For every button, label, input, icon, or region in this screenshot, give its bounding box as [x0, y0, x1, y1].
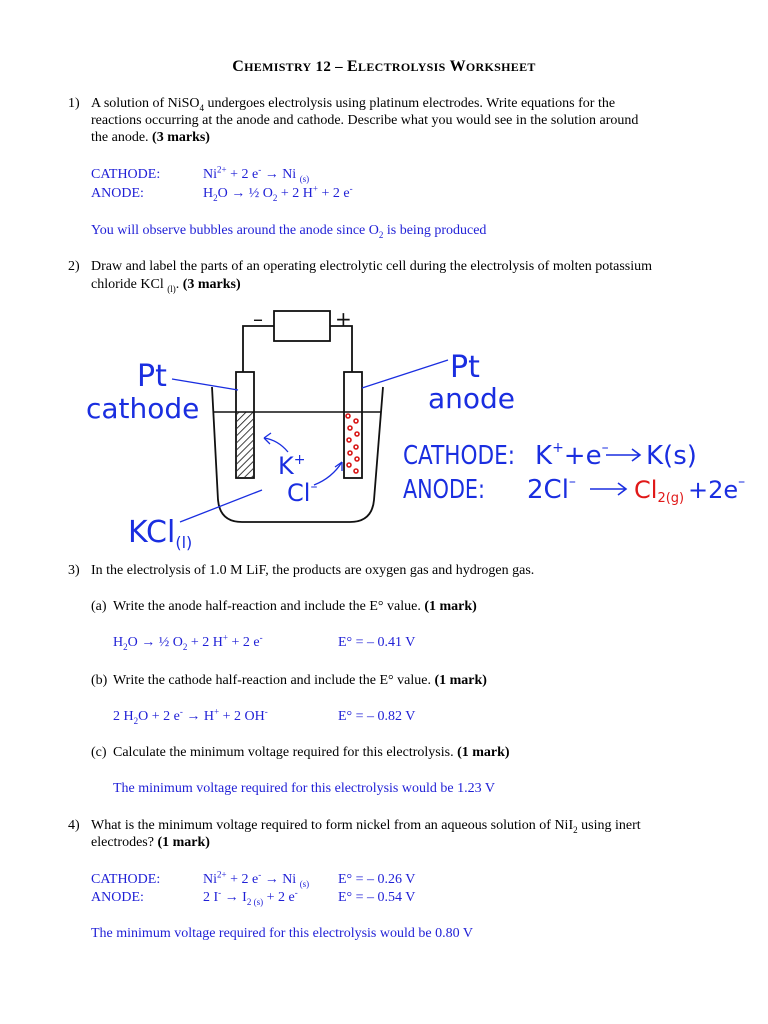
anode-equation: $H_2O$ → ½ $O_2 + 2$ H+ + 2 e-: [203, 183, 353, 203]
cathode-label: CATHODE:: [91, 167, 161, 182]
cathode-deposit: [237, 412, 253, 477]
question-text: reactions occurring at the anode and cathode. Describe what you would see in the solution around: [91, 113, 639, 128]
anode-reaction-electrons: +2e–: [688, 474, 746, 504]
anode-gas-bubbles: [346, 414, 359, 473]
power-supply: [274, 311, 330, 341]
anode-label-hand: anode: [428, 382, 516, 415]
question-number: 1): [68, 96, 80, 111]
anode-reaction-label: ANODE:: [403, 475, 485, 505]
worksheet-title: CHEMISTRY 12 – ELECTROLYSIS WORKSHEET: [232, 58, 536, 75]
anode-label: ANODE:: [91, 890, 144, 905]
anode-potential: E° = – 0.41 V: [338, 635, 416, 650]
cathode-potential: E° = – 0.26 V: [338, 872, 416, 887]
kcl-label: KCl$_{(l)}$: [128, 515, 193, 552]
question-number: 3): [68, 563, 80, 578]
cathode-reaction-rhs: K(s): [646, 441, 697, 471]
part-label: (a): [91, 599, 107, 614]
part-label: (b): [91, 673, 108, 688]
part-text: Write the cathode half-reaction and include the E° value. (1 mark): [113, 673, 487, 688]
electrolytic-cell-diagram: [0, 295, 768, 555]
minimum-voltage-answer: The minimum voltage required for this electrolysis would be 1.23 V: [113, 781, 495, 796]
question-text: electrodes? (1 mark): [91, 835, 210, 850]
question-number: 4): [68, 818, 80, 833]
cathode-reaction-lhs: K++e–: [535, 440, 609, 471]
anode-half-reaction: $H_2O$ → ½ $O_2 + 2$ H+ + 2 e-: [113, 632, 263, 652]
part-text: Write the anode half-reaction and include the E° value. (1 mark): [113, 599, 477, 614]
cathode-arrow: [264, 438, 288, 452]
question-text: A solution of NiSO$_4$ undergoes electrolysis using platinum electrodes. Write equations for the: [91, 96, 616, 113]
wire-left: [243, 326, 274, 372]
question-text: In the electrolysis of 1.0 M LiF, the products are oxygen gas and hydrogen gas.: [91, 563, 535, 578]
anode-label: ANODE:: [91, 186, 144, 201]
cathode-half-reaction: 2 $H_2O + 2$ e- → H+ + 2 OH-: [113, 706, 268, 726]
wire-right: [330, 326, 352, 372]
chloride-ion-label: Cl–: [287, 479, 318, 507]
anode-potential: E° = – 0.54 V: [338, 890, 416, 905]
minus-terminal-label: –: [253, 307, 263, 331]
minimum-voltage-answer: The minimum voltage required for this electrolysis would be 0.80 V: [91, 926, 473, 941]
part-label: (c): [91, 745, 107, 760]
potassium-ion-label: K+: [278, 452, 306, 480]
cathode-reaction-label: CATHODE:: [403, 441, 515, 471]
observation-answer: You will observe bubbles around the anode since $O_2$ is being produced: [91, 223, 487, 240]
cathode-pt-label: Pt: [137, 359, 167, 394]
cathode-label-hand: cathode: [86, 392, 200, 425]
question-text: the anode. (3 marks): [91, 130, 210, 145]
cathode-equation: $Ni^{2+} + 2$ e- → Ni $_{(s)}$: [203, 164, 310, 184]
plus-terminal-label: +: [335, 307, 352, 331]
cathode-label: CATHODE:: [91, 872, 161, 887]
anode-equation: 2 $I^- \to I_{2 (s)} + 2$ e-: [203, 887, 298, 907]
anode-reaction-arrow: [590, 483, 626, 495]
cathode-reaction-arrow: [606, 449, 640, 461]
cathode-equation: $Ni^{2+} + 2$ e- → Ni $_{(s)}$: [203, 869, 310, 889]
kcl-leader-line: [180, 490, 262, 522]
cathode-potential: E° = – 0.82 V: [338, 709, 416, 724]
anode-reaction-lhs: 2Cl–: [527, 474, 576, 505]
chlorine-gas-product: Cl2(g): [634, 476, 685, 506]
anode-pt-label: Pt: [450, 350, 480, 385]
question-text: What is the minimum voltage required to form nickel from an aqueous solution of NiI$_2$ using inert: [91, 818, 641, 835]
cathode-leader-line: [172, 379, 238, 390]
question-text: Draw and label the parts of an operating electrolytic cell during the electrolysis of molten potassium: [91, 259, 652, 274]
question-number: 2): [68, 259, 80, 274]
question-text: chloride KCl $_{(l)}$. (3 marks): [91, 277, 241, 294]
part-text: Calculate the minimum voltage required for this electrolysis. (1 mark): [113, 745, 510, 760]
anode-electrode: [344, 372, 362, 478]
